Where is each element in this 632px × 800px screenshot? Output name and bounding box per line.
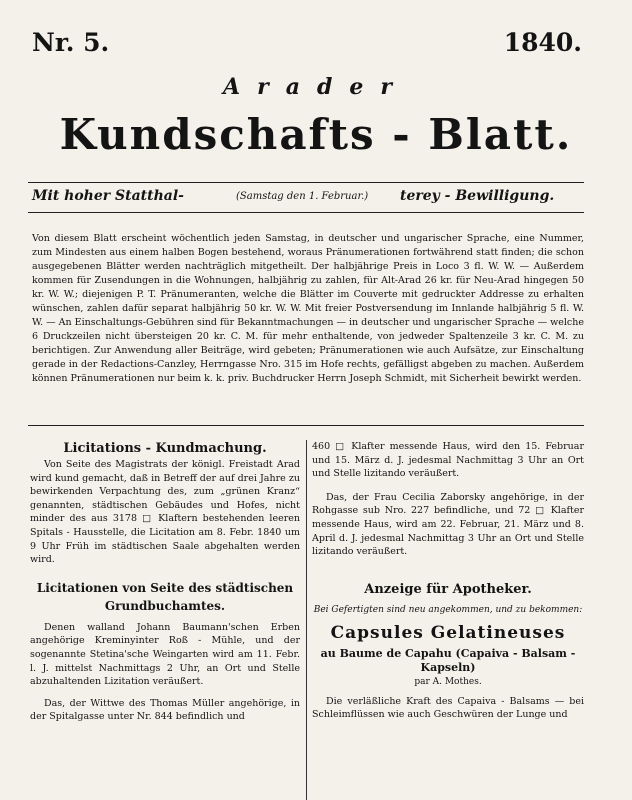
- capaiva-paragraph: Die verläßliche Kraft des Capaiva - Balsams — bei Schleimflüssen wie auch Geschwüren der Lunge und: [312, 695, 584, 721]
- divider-intro: [28, 425, 584, 426]
- licitation-paragraph: Von Seite des Magistrats der königl. Freistadt Arad wird kund gemacht, daß in Betreff der auf drei Jahre zu bewirkenden Verpachtung des, zum „grünen Kranz“ genannten, städtischen Gebäudes und Hofes, nicht minder des aus 3178 □ Klaftern bestehenden leeren Spitals - Hausstelle, die Licitation am 8. Febr. 1840 um 9 Uhr Früh im städtischen Saale abgehalten werden wird.: [30, 459, 300, 566]
- subheader-right: terey - Bewilligung.: [400, 188, 555, 204]
- masthead-place: Arader: [223, 74, 409, 100]
- subheader-left: Mit hoher Statthal-: [32, 188, 184, 204]
- ad-maker: par A. Mothes.: [414, 676, 482, 687]
- column-divider: [306, 440, 307, 800]
- pharmacist-ad-heading: Anzeige für Apotheker.: [364, 581, 532, 597]
- zaborsky-paragraph: Das, der Frau Cecilia Zaborsky angehörige, in der Rohgasse sub Nro. 227 befindliche, und 72 □ Klafter messende Haus, wird am 22. Februar, 21. März und 8. April d. J. jedesmal Nachmittag 3 Uhr an Ort und Stelle lizitando veräußert.: [312, 491, 584, 558]
- right-column: [312, 440, 584, 722]
- issue-number: Nr. 5.: [32, 28, 110, 57]
- left-column: [30, 440, 300, 724]
- issue-year: 1840.: [503, 28, 582, 57]
- licitation-heading: Licitations - Kundmachung.: [63, 441, 267, 456]
- ad-lead-text: Bei Gefertigten sind neu angekommen, und zu bekommen:: [313, 604, 583, 615]
- ad-product-subtitle: au Baume de Capahu (Capaiva - Balsam - Kapseln): [320, 646, 576, 674]
- divider-top: [28, 182, 584, 183]
- intro-paragraph: Von diesem Blatt erscheint wöchentlich jeden Samstag, in deutscher und ungarischer Sprache, eine Nummer, zum Mindesten aus einem halben Bogen bestehend, woraus Pränumerationen fortwährend statt finden; die schon ausgegebenen Blätter werden nachträglich mitgetheilt. Der halbjährige Preis in Loco 3 fl. W. W. — Außerdem kommen für Zusendungen in die Wohnungen, halbjährig zu zahlen, für Alt-Arad 26 kr. für Neu-Arad hingegen 50 kr. W. W.; diejenigen P. T. Pränumeranten, welche die Blätter im Couverte mit gedruckter Addresse zu erhalten wünschen, zahlen dafür separat halbjährig 50 kr. W. W. Mit freier Postversendung im Innlande halbjährig 5 fl. W. W. — An Einschaltungs-Gebühren sind für Bekanntmachungen — in deutscher und ungarischer Sprache — welche 6 Druckzeilen nicht übersteigen 20 kr. C. M. für mehr enthaltende, von jedweder Spaltenzeile 3 kr. C. M. zu berichtigen. Zur Anwendung aller Beiträge, wird gebeten; Pränumerationen wie auch Aufsätze, zur Einschaltung gerade in der Redactions-Canzley, Herrngasse Nro. 315 im Hofe rechts, gefälligst abgeben zu machen. Außerdem können Pränumerationen nur beim k. k. priv. Buchdrucker Herrn Joseph Schmidt, mit Sicherheit bewirkt werden.: [32, 233, 584, 384]
- land-registry-heading: Licitationen von Seite des städtischen Grundbuchamtes.: [36, 580, 294, 613]
- house-460-paragraph: 460 □ Klafter messende Haus, wird den 15. Februar und 15. März d. J. jedesmal Nachmittag 3 Uhr an Ort und Stelle lizitando veräußert.: [312, 441, 584, 480]
- baumann-paragraph: Denen walland Johann Baumann'schen Erben angehörige Kreminyinter Roß - Mühle, und der sogenannte Stetina'sche Weingarten wird am 11. Febr. l. J. mittelst Nachmittags 2 Uhr, an Ort und Stelle abzuhaltenden Lizitation veräußert.: [30, 621, 300, 688]
- mueller-paragraph: Das, der Wittwe des Thomas Müller angehörige, in der Spitalgasse unter Nr. 844 befindlich und: [30, 697, 300, 723]
- masthead-title: Kundschafts - Blatt.: [59, 110, 573, 159]
- subheader-date: (Samstag den 1. Februar.): [236, 191, 369, 202]
- divider-subheader: [28, 212, 584, 213]
- ad-product-name: Capsules Gelatineuses: [330, 622, 566, 643]
